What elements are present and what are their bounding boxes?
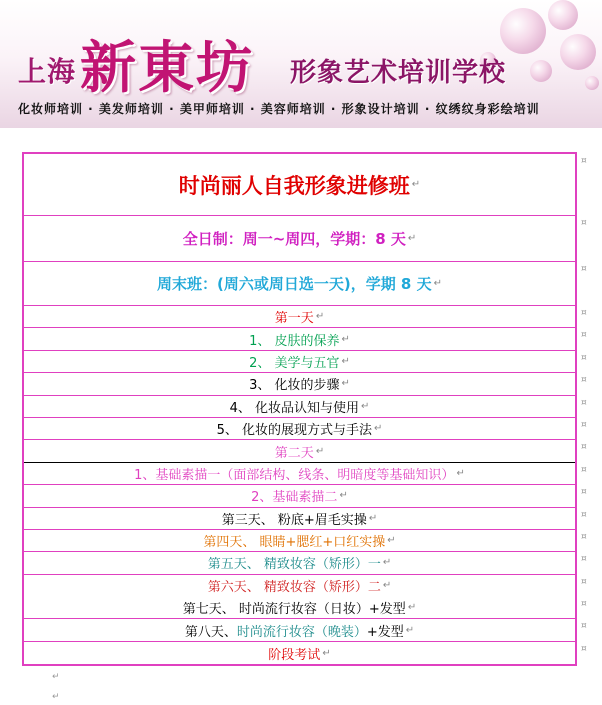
- paragraph-mark: ↵: [368, 512, 378, 524]
- row-text: +发型: [366, 624, 404, 640]
- paragraph-mark: ↵: [315, 311, 325, 323]
- table-row: [24, 306, 575, 328]
- row-text: 5、 化妆的展现方式与手法: [216, 423, 372, 439]
- cell-end-mark: ¤: [581, 156, 587, 166]
- table-row: [24, 440, 575, 462]
- cell-end-mark: ¤: [581, 531, 587, 542]
- banner-city: 上海: [18, 55, 77, 88]
- cell-end-mark: ¤: [581, 621, 587, 632]
- exam-text: 阶段考试: [268, 647, 321, 663]
- row-text: 第四天、 眼睛+腮红+口红实操: [203, 535, 386, 551]
- banner-header: [0, 0, 602, 128]
- table-row: [24, 508, 575, 530]
- cell-end-mark: ¤: [581, 397, 587, 408]
- bubble-decoration: [530, 60, 552, 82]
- cell-end-mark: ¤: [581, 218, 587, 228]
- cell-end-mark: ¤: [581, 264, 587, 274]
- paragraph-mark: ↵: [52, 672, 60, 682]
- weekend-schedule: 周末班：(周六或周日选一天)，学期 8 天: [157, 275, 432, 293]
- paragraph-mark: ↵: [315, 445, 325, 457]
- cell-end-mark: ¤: [581, 643, 587, 654]
- day-rows: [24, 306, 575, 597]
- fullday-row: [24, 216, 575, 262]
- paragraph-mark: ↵: [361, 400, 370, 412]
- paragraph-mark: ↵: [387, 535, 396, 547]
- bubble-decoration: [560, 34, 596, 70]
- row-text: 2、基础素描二: [251, 490, 338, 506]
- bubble-decoration: [500, 8, 546, 54]
- fullday-schedule: 全日制：周一~周四，学期：8 天: [182, 230, 406, 248]
- cell-end-mark: ¤: [581, 554, 587, 565]
- paragraph-mark: ↵: [407, 233, 417, 244]
- cell-end-mark: ¤: [581, 442, 587, 453]
- cell-end-mark: ¤: [581, 487, 587, 498]
- row-text: 1、 皮肤的保养: [249, 333, 340, 349]
- row-text: 第三天、 粉底+眉毛实操: [221, 512, 367, 528]
- paragraph-mark: ↵: [407, 602, 417, 614]
- paragraph-mark: ↵: [382, 580, 392, 592]
- paragraph-mark: ↵: [341, 355, 350, 367]
- bubble-decoration: [585, 76, 599, 90]
- table-row: [24, 575, 575, 597]
- table-row: [24, 552, 575, 574]
- cell-end-mark: ¤: [581, 419, 587, 430]
- paragraph-mark: ↵: [411, 179, 421, 190]
- paragraph-mark: ↵: [405, 624, 415, 636]
- table-row: [24, 597, 575, 619]
- table-row: [24, 351, 575, 373]
- paragraph-mark: ↵: [456, 467, 465, 479]
- paragraph-mark: ↵: [52, 692, 60, 702]
- row-text: 1、基础素描一（面部结构、线条、明暗度等基础知识）: [134, 467, 455, 483]
- row-text: 第二天: [274, 445, 314, 461]
- bubble-decoration: [548, 0, 578, 30]
- cell-end-mark: ¤: [581, 330, 587, 341]
- paragraph-mark: ↵: [382, 557, 392, 569]
- table-row: [24, 463, 575, 485]
- table-row: [24, 619, 575, 641]
- table-row: [24, 642, 575, 664]
- table-title-row: [24, 154, 575, 216]
- table-row: [24, 485, 575, 507]
- cell-end-mark: ¤: [581, 464, 587, 475]
- paragraph-mark: ↵: [341, 378, 350, 390]
- table-row: [24, 530, 575, 552]
- paragraph-mark: ↵: [341, 333, 350, 345]
- row-text: 2、 美学与五官: [249, 355, 340, 371]
- cell-end-mark: ¤: [581, 509, 587, 520]
- course-table: [22, 152, 577, 666]
- paragraph-mark: ↵: [433, 278, 442, 289]
- table-row: [24, 328, 575, 350]
- paragraph-mark: ↵: [322, 647, 331, 659]
- row-text: 第五天、 精致妆容（矫形）一: [207, 557, 381, 573]
- cell-end-mark: ¤: [581, 308, 587, 318]
- course-title: 时尚丽人自我形象进修班: [178, 173, 410, 198]
- table-row: [24, 418, 575, 440]
- row-text: 第六天、 精致妆容（矫形）二: [207, 580, 381, 596]
- cell-end-mark: ¤: [581, 375, 587, 386]
- row-text: 第一天: [274, 311, 314, 327]
- row-text: 4、 化妆品认知与使用: [229, 400, 359, 416]
- banner-course-list: 化妆师培训 · 美发师培训 · 美甲师培训 · 美容师培训 · 形象设计培训 · 纹绣纹身彩绘培训: [18, 102, 540, 116]
- row-text: 3、 化妆的步骤: [249, 378, 340, 394]
- cell-end-mark: ¤: [581, 352, 587, 363]
- cell-end-mark: ¤: [581, 599, 587, 610]
- paragraph-mark: ↵: [339, 490, 348, 502]
- cell-end-mark: ¤: [581, 576, 587, 587]
- table-row: [24, 373, 575, 395]
- row-text: 第八天、: [184, 624, 237, 640]
- banner-school-name: 形象艺术培训学校: [290, 58, 507, 88]
- row-text: 第七天、 时尚流行妆容（日妆）+发型: [182, 602, 406, 618]
- banner-brand-name: 新東坊: [80, 36, 254, 101]
- weekend-row: [24, 262, 575, 306]
- row-text: 时尚流行妆容（晚装）: [236, 624, 367, 640]
- table-row: [24, 396, 575, 418]
- paragraph-mark: ↵: [374, 423, 383, 435]
